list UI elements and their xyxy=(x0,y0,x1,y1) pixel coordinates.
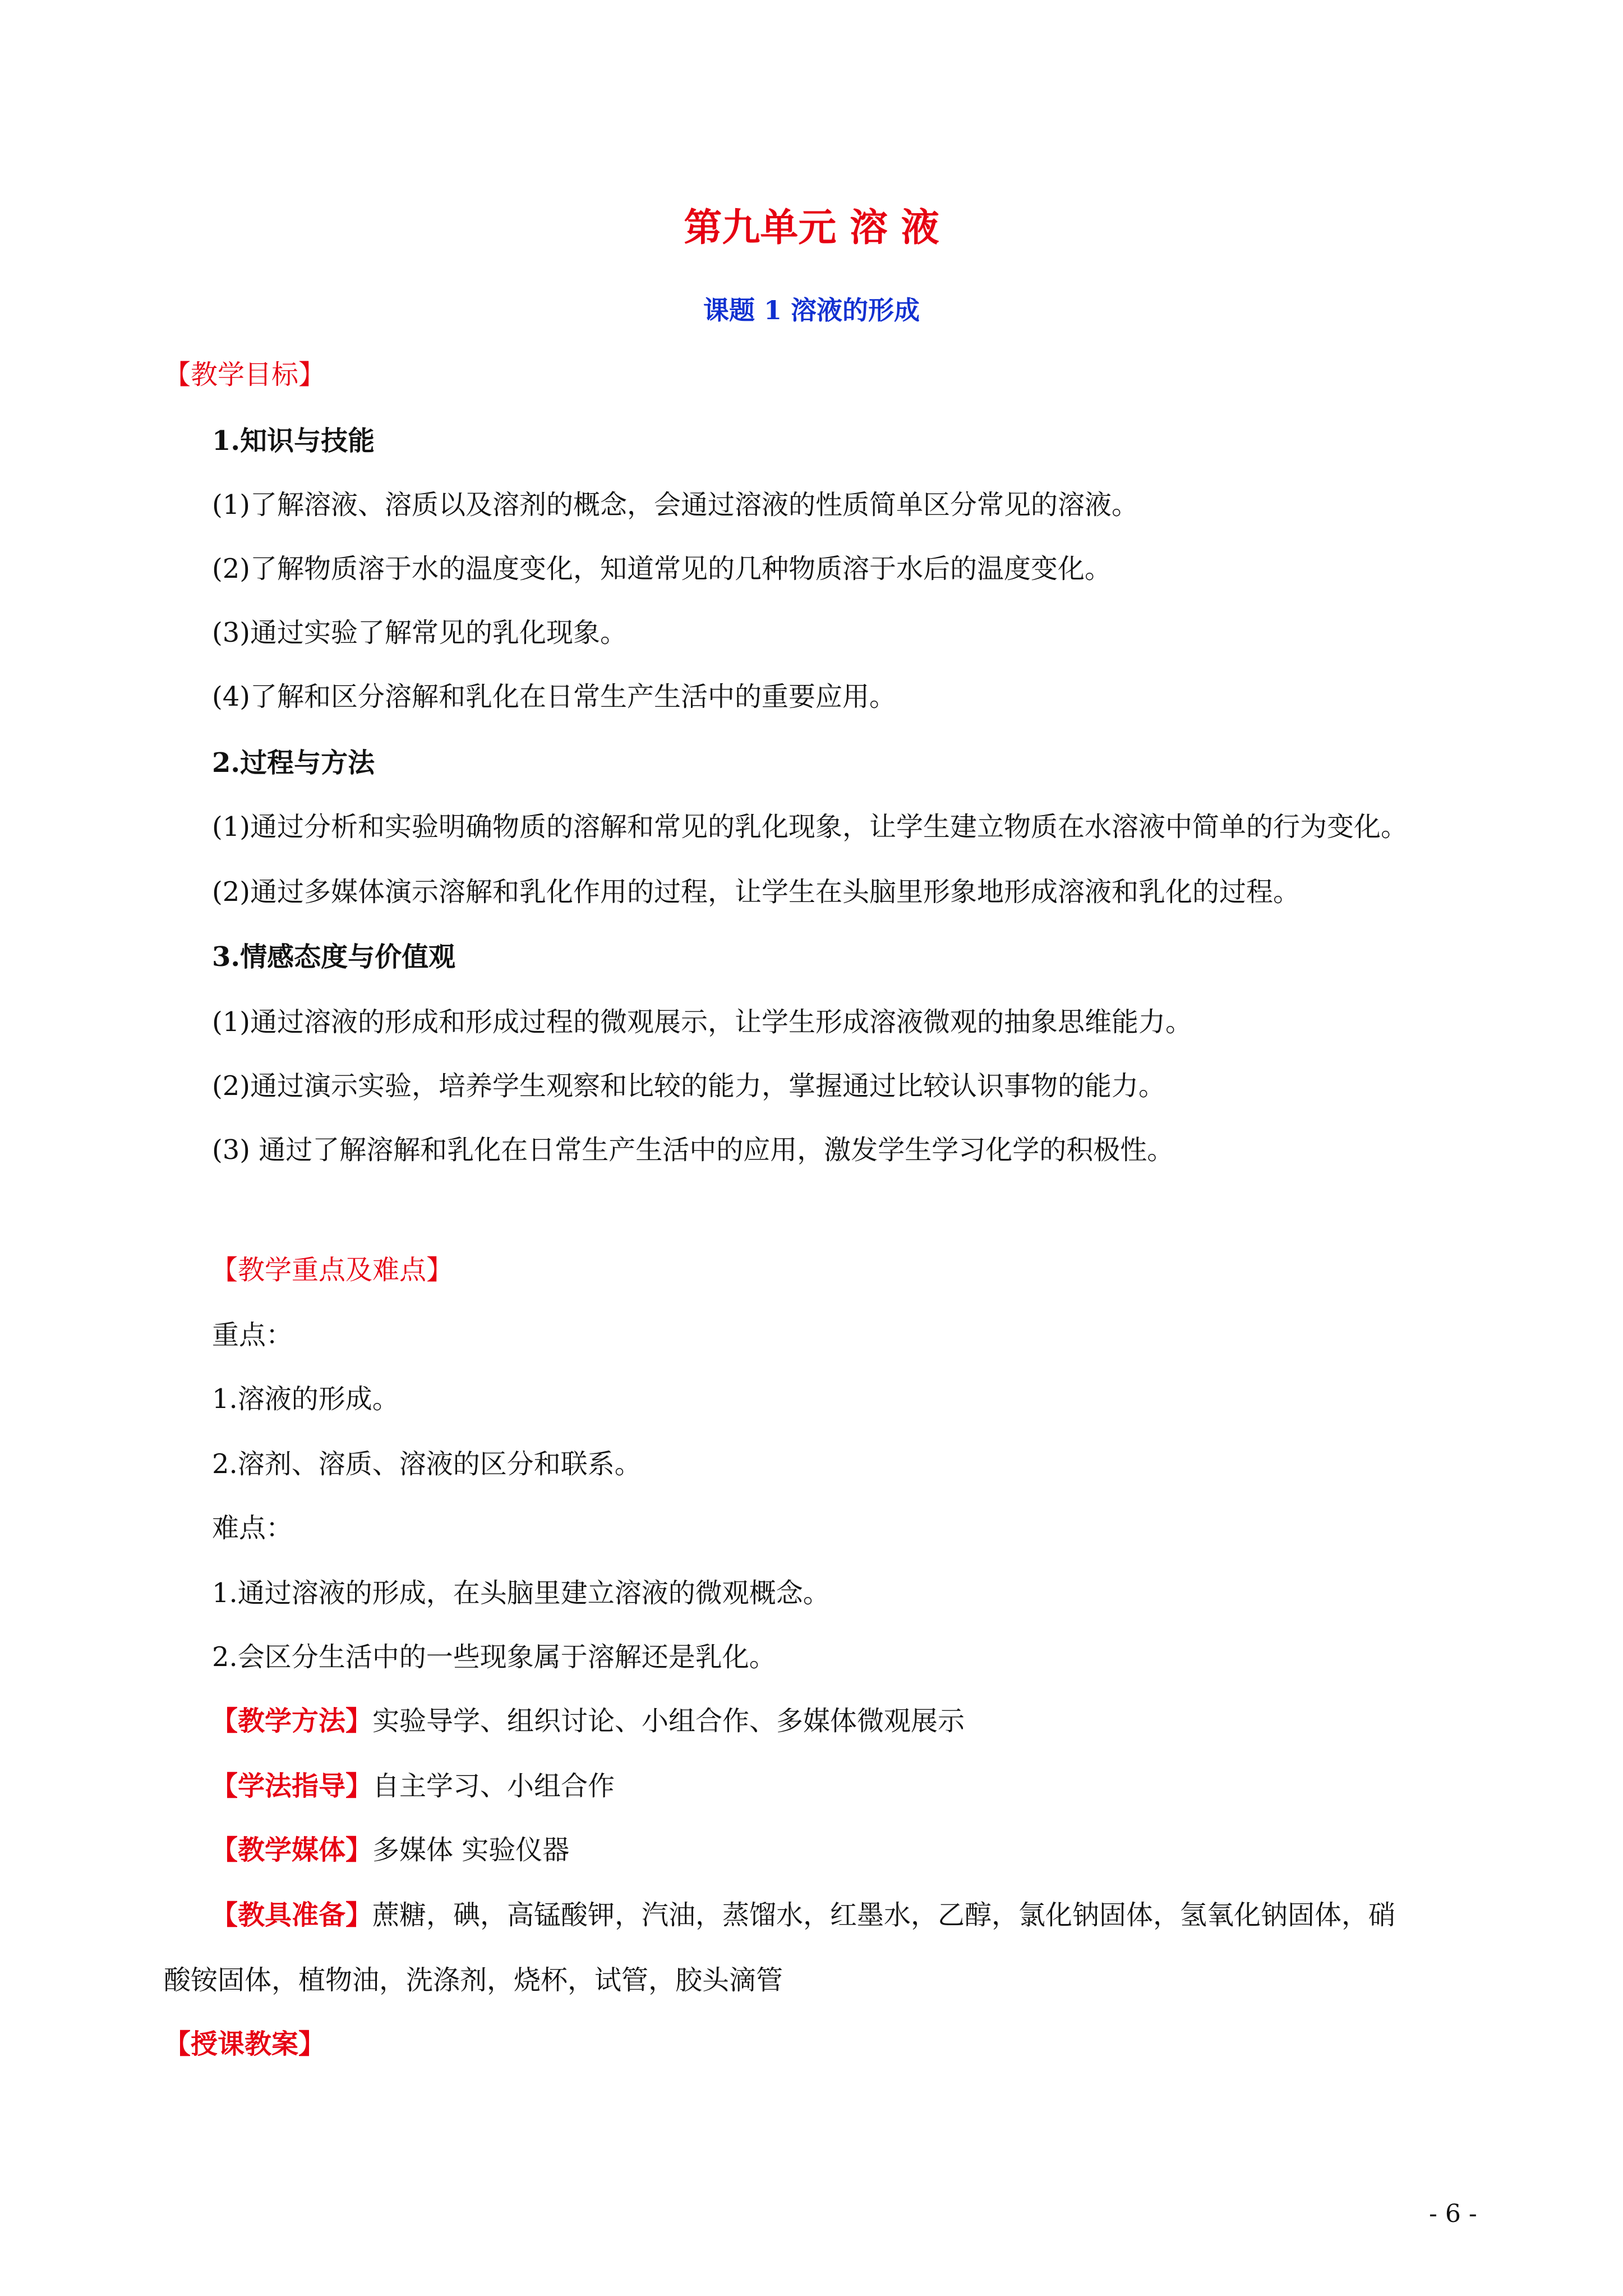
lesson-subtitle: 课题 1 溶液的形成 xyxy=(703,295,920,325)
key-label: 重点： xyxy=(212,1319,293,1351)
unit-title: 第九单元 溶 液 xyxy=(684,205,939,250)
objective-group-heading: 2.过程与方法 xyxy=(212,747,375,779)
teaching-method-label: 【教学方法】 xyxy=(211,1705,373,1737)
objective-item: (4)了解和区分溶解和乳化在日常生产生活中的重要应用。 xyxy=(212,681,896,712)
study-guidance xyxy=(211,1770,615,1802)
difficult-item: 2.会区分生活中的一些现象属于溶解还是乳化。 xyxy=(212,1641,776,1673)
key-item: 2.溶剂、溶质、溶液的区分和联系。 xyxy=(212,1448,642,1480)
objective-item: (3) 通过了解溶解和乳化在日常生产生活中的应用，激发学生学习化学的积极性。 xyxy=(212,1134,1174,1166)
objective-item: (2)通过演示实验，培养学生观察和比较的能力，掌握通过比较认识事物的能力。 xyxy=(212,1070,1165,1102)
teaching-tools xyxy=(211,1899,1396,1931)
objective-item: (1)了解溶液、溶质以及溶剂的概念，会通过溶液的性质简单区分常见的溶液。 xyxy=(212,489,1138,521)
key-points-heading: 【教学重点及难点】 xyxy=(211,1254,454,1286)
teaching-media-text: 多媒体 实验仪器 xyxy=(372,1834,570,1866)
teaching-tools-label: 【教具准备】 xyxy=(211,1899,373,1931)
teaching-tools-continued: 酸铵固体，植物油，洗涤剂，烧杯，试管，胶头滴管 xyxy=(164,1964,783,1996)
objective-group-heading: 3.情感态度与价值观 xyxy=(212,941,456,973)
teaching-media xyxy=(211,1834,570,1866)
difficult-item: 1.通过溶液的形成，在头脑里建立溶液的微观概念。 xyxy=(212,1577,830,1609)
teaching-method-text: 实验导学、组织讨论、小组合作、多媒体微观展示 xyxy=(372,1705,965,1737)
objective-group-heading: 1.知识与技能 xyxy=(212,425,375,457)
objective-item: (3)通过实验了解常见的乳化现象。 xyxy=(212,617,627,648)
study-guidance-label: 【学法指导】 xyxy=(211,1770,373,1802)
study-guidance-text: 自主学习、小组合作 xyxy=(372,1770,615,1802)
teaching-method xyxy=(211,1705,965,1737)
teaching-media-label: 【教学媒体】 xyxy=(211,1834,373,1866)
objective-item: (2)了解物质溶于水的温度变化，知道常见的几种物质溶于水后的温度变化。 xyxy=(212,553,1112,585)
page-number: - 6 - xyxy=(1429,2200,1477,2228)
objective-item: (1)通过溶液的形成和形成过程的微观展示，让学生形成溶液微观的抽象思维能力。 xyxy=(212,1006,1192,1038)
objectives-heading: 【教学目标】 xyxy=(164,359,326,390)
difficult-label: 难点： xyxy=(212,1512,293,1544)
objective-item: (2)通过多媒体演示溶解和乳化作用的过程，让学生在头脑里形象地形成溶液和乳化的过程。 xyxy=(212,876,1300,908)
teaching-tools-text: 蔗糖，碘，高锰酸钾，汽油，蒸馏水，红墨水，乙醇，氯化钠固体，氢氧化钠固体，硝 xyxy=(372,1899,1396,1931)
key-item: 1.溶液的形成。 xyxy=(212,1383,399,1415)
lesson-plan-heading: 【授课教案】 xyxy=(164,2028,326,2060)
objective-item: (1)通过分析和实验明确物质的溶解和常见的乳化现象，让学生建立物质在水溶液中简单的行为变化。 xyxy=(212,811,1408,843)
